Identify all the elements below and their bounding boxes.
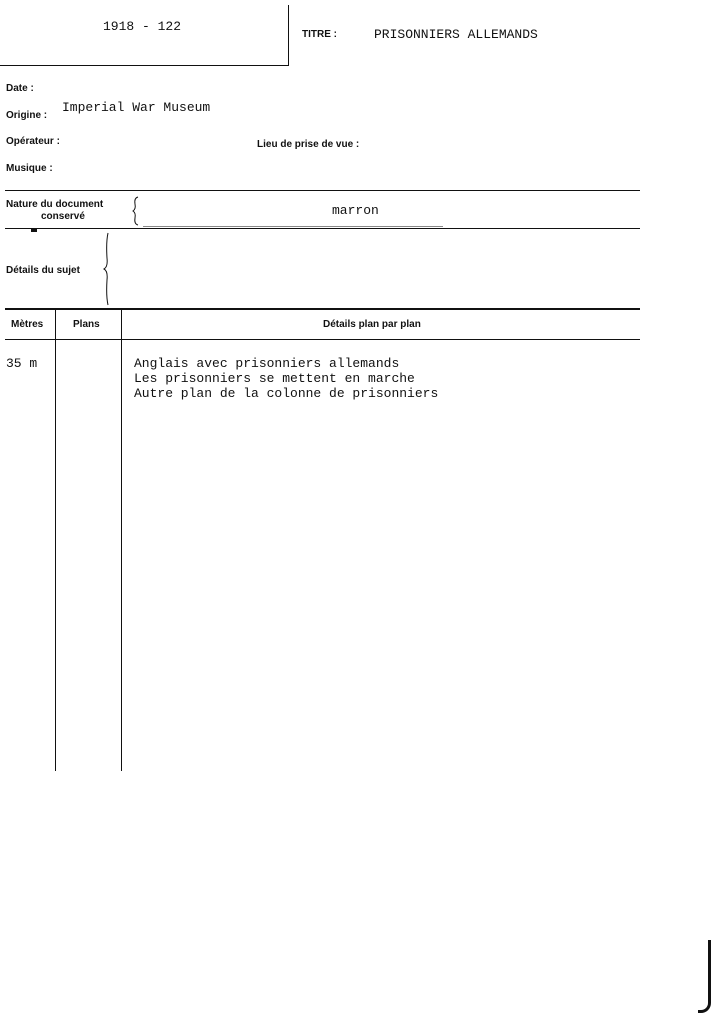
- column-divider-1: [55, 309, 56, 771]
- title-label: TITRE :: [302, 29, 337, 40]
- column-header-plans: Plans: [73, 319, 100, 330]
- details-sujet-label: Détails du sujet: [6, 265, 80, 276]
- date-label: Date :: [6, 83, 34, 94]
- separator-nature: [5, 228, 640, 229]
- list-item: Autre plan de la colonne de prisonniers: [134, 386, 439, 401]
- nature-value: marron: [332, 203, 379, 218]
- nature-brace: [132, 196, 142, 226]
- metres-value: 35 m: [6, 356, 38, 371]
- details-sujet-brace: [103, 232, 113, 306]
- musique-label: Musique :: [6, 163, 53, 174]
- column-header-details: Détails plan par plan: [323, 319, 421, 330]
- table-top-border: [5, 308, 640, 310]
- lieu-label: Lieu de prise de vue :: [257, 139, 360, 150]
- column-divider-2: [121, 309, 122, 771]
- list-item: Les prisonniers se mettent en marche: [134, 371, 415, 386]
- page-corner-mark: [698, 940, 711, 1013]
- operateur-label: Opérateur :: [6, 136, 60, 147]
- title-value: PRISONNIERS ALLEMANDS: [374, 27, 538, 42]
- nature-label-line2: conservé: [41, 211, 85, 222]
- separator-nature-short: [143, 226, 443, 227]
- reference-number: 1918 - 122: [103, 19, 182, 34]
- table-header-bottom-border: [5, 339, 640, 340]
- column-header-metres: Mètres: [11, 319, 44, 330]
- list-item: Anglais avec prisonniers allemands: [134, 356, 400, 371]
- header-box-bottom-border: [0, 65, 289, 66]
- origine-value: Imperial War Museum: [62, 100, 211, 115]
- origine-label: Origine :: [6, 110, 48, 121]
- separator-top: [5, 190, 640, 191]
- ink-mark: [31, 229, 37, 232]
- details-list: [134, 356, 438, 401]
- nature-label-line1: Nature du document: [6, 199, 104, 210]
- header-box-right-border: [288, 5, 289, 65]
